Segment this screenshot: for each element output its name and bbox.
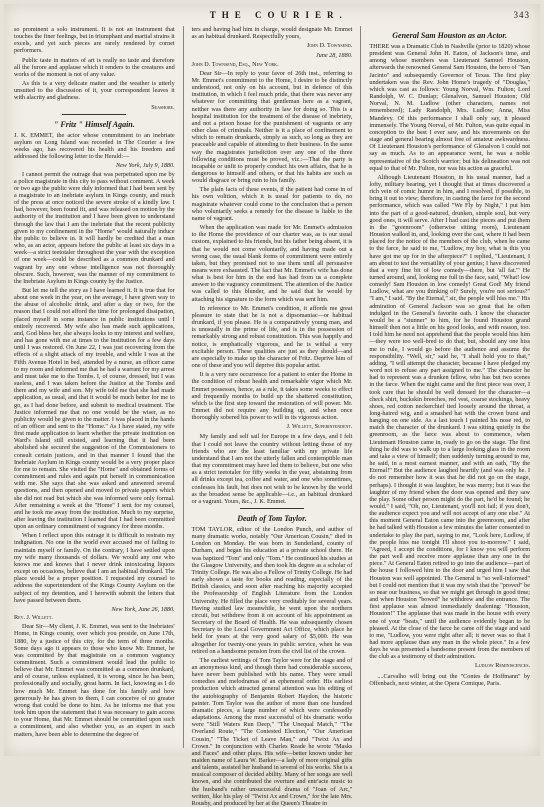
news-note: ....Carvalho will bring out the "Contes de Hoffmann" by Offenbach, next winter, at the Opera Comique, Paris. xyxy=(369,672,531,687)
article-paragraph: I cannot permit the outrage that was perpetrated upon me by a police magistrate in this city to pass without comment. A week or two ago the public were duly informed that I had been sent by a magistrate to an inebriate asylum in Kings county, and much of the press at once noticed the severe stroke of a kindly law. I had, however, been found fit, and was released on motion by the authority of the institution and I have been given to understand through the law that I am the inebriate that the recent publicity given to my confinement in the "Home" would naturally induce the public to believe in. It will hardly be credited that a man who, as an actor, appears before the public at least six days in a week—a strict teetotaler throughout the year with the exception of one week—could be described as a common drunkard and vagrant by any one whose intelligence was not thoroughly obscure. Such, however, was the manner of my commitment to the Inebriate Asylum in Kings county by the Justice. xyxy=(14,170,175,285)
reply-paragraph: Dear Sir—In reply to your favor of 26th inst., referring to Mr. Emmet's commitment to the Home, I desire to be distinctly understood, not only on his account, but in defence of this institution, in which I feel much pride, that there was never any whatever for committing that gentleman here as a vagrant, neither was there any authority in law for doing so. This is a hospital institution for the treatment of the disease of inebriety, and not a prison house for the punishment of vagrants or any other class of criminals. Neither is it a place of confinement to which to remain drunkards, simply as such, so long as they are peaceable and capable of attending to their business. In the same way the magistrates jurisdiction over any one of the three following conditions must be proved, viz.:—That the party is incapable or unfit to properly conduct his own affairs, that he is dangerous to himself and others, or that his habits are such as would disgrace or bring ruin to his family. xyxy=(191,69,353,185)
columns xyxy=(14,26,531,807)
article-paragraph: The earliest writings of Tom Taylor were for the stage and of an anonymous kind, and though there had considerable success, have never been published with his name. They were small comedies and melodramas of an ephemeral order. His earliest production which attracted general attention was his editing of the autobiography of Benjamin Robert Haydon, the historic painter. Tom Taylor was the author of more than one hundred dramatic pieces, a large number of which were confessedly adaptations. Among the most successful of his dramatic works were "Still Waters Run Deep," "The Unequal Match," "The Overland Route," "The Contested Election," "Our American Cousin," "The Ticket of Leave Man," and "Twixt Ax and Crown." In conjunction with Charles Reade he wrote "Masks and Faces" and other plays. His wife—better known under her maiden name of Laura W. Barker—a lady of more original gifts and talents, assisted her husband in several of his works. She is a musical composer of decided ability. Many of her songs are well known, and she contributed the overture and entr'acte music to the husband's rather unsuccessful drama of "Joan of Arc," written, like his play of "Twixt Ax and Crown," for the late Mrs. Rousby, and produced by her at the Queen's Theatre in xyxy=(191,656,353,807)
article-paragraph: Although Lieutenant Houston, in his usual manner, had a lofty, military bearing, yet I thought that at times discovered a rich vein of comic humor in him, and I resolved, if possible, to bring it out to view; therefore, in casting the farce for the second performance, which was called "We Fly by Night," I put him into the part of a good-natured, drunken, simple soul, but very good ones, it will serve. After I had cast the pieces and put them in the "greenroom" (otherwise sitting room), Lieutenant Houston walked in, and, looking over the cast, where it had been placed for the notice of the members of the club, when he came to the farce, he said to me, "Ludlow, my boy, what is this you have got me up for in the afterpiece?" I replied, "Lieutenant, I am about to test the versatility of your genius; I have discovered that a very fine bit of low comedy—there, but 'all fat.'" He turned around, and, looking me full in the face, said, "What! low comedy! Sam Houston in low comedy! Great God! My friend Ludlow, what are you thinking of? Surely, you're not serious?" "I am," I said. "By the Eternal," sir, the people will hiss me." His admiration of General Jackson was so great that he often indulged in the General's favorite oath. I know the character would be a "stunner" to him, for he found Houston grand himself then not a little on his good looks, and with reason, too. I told him he need not apprehend that the people would hiss him—they were too well-bred to do that; but, should any one hiss me to rule, I would go before the audience and assume the responsibility. "Well, sir," said he, "I shall hold you to that," adding, "I will attempt the character, because I have pledged my word not to refuse any part assigned to me." The character he had to represent was a drunken fellow, who has but two scenes in the farce. When the night came and the first piece was over, I took care that he should be well dressed for the character—a check shirt, buckskin breeches, red vest, coarse stockings, heavy shoes, red cotton neckerchief tied loosely around the throat, a long-haired wig, and a smashed hat with the crown burst and hanging on one side. As a last touch I painted his nose red, to match the character of the drunkard. I was sitting quietly in the greenroom, as the farce was about to commence, when Lieutenant Houston came in, ready to go on the stage. The first thing he did was to walk up to a large looking glass in the room and take a view of himself; then suddenly turning around to me, he said, in a most earnest manner, and with an oath, "By the Eternal!" But the audience laughed heartily (and was only he. I do not remember how it was that he did not go on the stage, perhaps). I thought it was laughter, he was merry; but it was the laughter of my friend when the door was opened and they saw the play. Some other person might do the part, he'd be found; he would." I said, "Oh, no, Lieutenant, you'll not fail; if you don't, the audience expect you and will not accept of any one else." At this moment General Eaton came into the greenroom, and after he had talked with Houston a few minutes the latter consented to undertake to play the part, saying to me, "Look here, Ludlow, if the people hiss me tonight I'll shoot you to-morrow." I said, "Agreed, I accept the conditions, for I know you will perform the part well and receive more applause than any one in the piece." At General Eaton retired to go into the audience—part of the house I followed him to the door and urged him I saw that Houston was well appointed. The General is "so well-informed" but I could not mention that it was my wish that the "proved" be so near our business, so that we might get through in good time; and when Houston "bowed" he withdrew and the entrance. The first applause was almost immediately deafening: "Houston, Houston!" The applause that was made in the house with every one of your "beats," until the audience evidently began to be pleased. At the close of the farce he came off the stage and said to me, "Ludlow, you were right after all; it never was so that I had more applause than any man in the whole piece." In a few days he was presented a handsome present from the members of the club as a testimony of their admiration. xyxy=(369,173,531,661)
reply-paragraph: It is a very rare occurrence for a patient to enter the Home in the condition of robust health and remarkable vigor which Mr. Emmet possesses, hence, as a rule, it takes some weeks to effect and frequently months to build up the shattered constitution, which is the first step toward the restoration of will power. Mr. Emmet did not require any building up, and when once thoroughly sobered his power to will in its vigorous action. xyxy=(191,371,353,422)
article-paragraph: TOM TAYLOR, editor of the London Punch, and author of many dramatic works, notably "Our American Cousin," died in London on Monday. He was born in Sunderland, county of Durham, and began his education at a private school there. He was baptized "Tom" and only "Tom." He continued his studies at the Glasgow University, and then took his degree as a scholar of Trinity College. He was also a Fellow of Trinity College. He had early shown a taste for books and reading, especially of the British classics, and soon after reaching his majority accepted the Professorship of English Literature from the London University. He filled the place very creditably for several years. Having studied law meanwhile, he went upon the northern circuit, but withdrew from it on account of his appointment as Secretary of the Board of Health. He was subsequently chosen Secretary to the Local Government Act Office, which place he held for years at the very good salary of $5,000. He was altogether for twenty-one years in public service, when he was retired on a handsome pension from the civil list of the crown. xyxy=(191,526,353,655)
dateline: New York, June 26, 1880. xyxy=(111,605,175,613)
newspaper-title: THE COURIER. xyxy=(209,10,348,20)
column-3 xyxy=(360,26,530,748)
column-2 xyxy=(183,26,353,807)
letter-body: Dear Sir—My client, J. K. Emmet, was sent to the Inebriates' Home, in Kings county, over which you preside, on June 17th, 1880, by a justice of this city, for the term of three months. Some days ago it appears to those who know Mr. Emmet, he was committed by that magistrate on a common vagrancy commitment. Such a commitment would lead the public to believe that Mr. Emmet was committed as a common drunkard, and of course, unless explained, it is wrong, since he has been, professionally and socially, great harm. In fact, knowing as I do how much Mr. Emmet has done for his family and how generously he has given to them, I can conceive of no greater wrong that could be done to him. As he informs me that you took him upon the statement that it was necessary to gain access to your Home, that Mr. Emmet should be committed upon such a commitment, and also whether you, as an expert in such matters, have been able to determine the degree of xyxy=(14,623,175,738)
column-1 xyxy=(14,26,175,748)
section-rule xyxy=(240,508,304,509)
letter-continuation: ters and having had him in charge, would designate Mr. Emmet as an habitual drunkard. Respectfully yours, xyxy=(191,26,353,41)
dateline: New York, July 9, 1880. xyxy=(115,162,175,170)
dateline: June 28, 1880. xyxy=(315,52,353,60)
masthead xyxy=(14,8,530,22)
reply-paragraph: When the application was made for Mr. Emmet's admission to the Home the providence of our charter was, as is our usual custom, explained to his friends, but his father being absent, it is that he would not come voluntarily, and having made out a wrong case, the usual blank forms of commitment were entirely taken, but they promised not to use them until all persuasive means were exhausted. The fact that Mr. Emmet's wife has done what is best for him in the end has had from us a complete answer to the vagrancy commitment. The attention of the Justice was called to this blunder, and he said that he would by attaching his signature to the form which was sent him. xyxy=(191,224,353,303)
newspaper-page xyxy=(4,4,540,807)
source-credit: Ludlow Reminiscences. xyxy=(475,662,531,670)
section-rule xyxy=(62,114,126,115)
closing-paragraph: My family and self sail for Europe in a few days, and I felt that I could not leave the country without letting those of my friends who are the least familiar with my private life understand that I am not the utterly fallen and contemptible man that my commitment may have led them to believe, but one who as a strict teetotaler for fifty weeks in the year, abstaining from all drinks except tea, coffee and water, and one who sometimes, confesses his fault, but does not wish to be known by the world as the broadest sense be applicable—i.e., an habitual drunkard or a vagrant. Yours, &c., J. K. Emmet. xyxy=(191,433,353,505)
intro-paragraph: As this is a very delicate matter and the weather is utterly unsuited to the discussion of it, your correspondent leaves it with alacrity and gladness. xyxy=(14,80,175,102)
reply-paragraph: In reference to Mr. Emmet's condition, it affords me great pleasure to state that he is not a dipsomaniac—or habitual drunkard, if you please. He is a comparatively young man, and is unusually in the prime of life, and is in the possession of remarkably strong and robust constitution. This was happily and notice, is emphatically vigorous, and he is withal a very excitable person. These qualities are just as they should—and are especially to make up the character of Fritz. Deprive him of one of these and you will deprive this popular artist. xyxy=(191,304,353,370)
headline-tom-taylor: Death of Tom Taylor. xyxy=(237,514,307,523)
signature-townsend: John D. Townsend. xyxy=(306,42,353,50)
page-number: 343 xyxy=(513,10,530,20)
intro-paragraph: Public taste in matters of art is really no taste and therefore all the furore and applause which it renders to the creatures and works of the moment is not of any value. xyxy=(14,56,175,78)
article-lead: J. K. EMMET, the actor whose commitment to an inebriate asylum on Long Island was recorded in The Courier a few weeks ago, has recovered his health and his freedom and addressed the following letter to the Herald:— xyxy=(14,131,175,161)
signature-willett: J. Willett, Superintendent. xyxy=(286,423,353,431)
letter-addressee: Rev. J. Willett. xyxy=(14,614,53,622)
headline-sam-houston: General Sam Houston as an Actor. xyxy=(392,31,508,40)
signature-seashore: Seashore. xyxy=(151,103,175,111)
article-paragraph: THERE was a Dramatic Club in Nashville (prior to 1820) whose president was General John H. Eaton, of Jackson's time, and among whose members was Lieutenant Samuel Houston, afterwards the renowned General Sam Houston, the hero of "San Jacinto" and subsequently Governor of Texas. The first play undertaken was the Rev. John Home's tragedy of "Douglas," which was cast as follows: Young Norval, Wm. Fulton; Lord Randolph, W. C. Dunlap; Glenalvon, Samuel Houston; Old Norval, N. M. Ludlow (other characters, names not remembered); Lady Randolph, Mrs. Ludlow; Anna, Miss Mandevy. Of this performance I shall only say, it pleased immensely. The Young Norval, of Mr. Fulton, was quite equal in conception to the best I ever saw, and his movements on the stage and general bearing almost free of amateur awkwardness. Of Lieutenant Houston's performance of Glenalvon I could not say as much. As to an appearance went, he was a noble representative of the Scotch warrior; but his delineation was not equal to that of Mr. Fulton, nor was his action as graceful. xyxy=(369,43,531,172)
intro-paragraph: so prominent a solo instrument. It is not an instrument that touches the finer feelings, but in triumphant and martial strains it excels, and yet such pieces are rarely rendered by cornet performers. xyxy=(14,26,175,55)
headline-fritz: " Fritz " Himself Again. xyxy=(53,119,135,129)
reply-paragraph: The plain facts of these events, if the patient had come in of his own volition, which it is usual for patients to do, no magistrate whatever could come to the conclusion that a person who voluntarily seeks a remedy for the disease is liable to the name of vagrant. xyxy=(191,186,353,222)
article-paragraph: But let me tell the story as I have learned it. It is true that for about one week in the year, on the average, I have given way to the abuse of alcoholic drink, and after a day or two, for the reason that I could not afford the time for prolonged dissipation, placed myself in some instance in public institutions until I entirely recovered. My wife also has made such applications, and, God bless her, she always looks to my interest and welfare, and has gone with me at times to the institution for a few days until I was restored. On June 22, I was just recovering from the effects of a slight attack of my trouble, and while I was at the Fifth Avenue Hotel in bed, attended by a nurse, an officer came to my room and informed me that he had a warrant for my arrest and must take me to the Tombs. I, of course, dressed, but I was sueless, and I was taken before the Justice at the Tombs and there and my wife and son. My wife told me that she had made application, as usual, and that it would be much better for me to go, as I had done before, and submit to medical treatment. The Justice informed me that no one would be the wiser, as no publicity would be given to the matter. I was placed in the hands of an officer and sent to the "Home." As I have stated, my wife first made application to learn whether the private institution on Ward's Island still existed, and learning that it had been abolished she secured the suggestion of the Commissioners to consult certain justices, and in that manner I found that the Inebriate Asylum in Kings county would be a very proper place for me to remain. She visited the "Home" and obtained forms of commitment and rules and again put herself in communication with me. She says that she was asked and answered several questions, and then opened and moved to private papers which she did not read but which she was informed were only formal. After remaining a week at the "Home" I sent for my counsel, and he took me away from the institution. Much to my surprise, after leaving the institution I learned that I had been committed upon an ordinary commitment of vagrancy for three months. xyxy=(14,287,175,531)
article-paragraph: When I reflect upon this outrage it is difficult to restrain my indignation. No one in the world ever accused me of failing to maintain myself or family. On the contrary, I have settled upon my wife many thousands of dollars. We would any one who knows me and knows that I never drink intoxicating liquors except on occasions, believe that I am an habitual drunkard. The place would be a proper position. I requested my counsel to address the superintendent of the Kings County Asylum on the subject of my detention, and I herewith submit the letters that have passed between them. xyxy=(14,532,175,604)
letter-addressee: John D. Townsend, Esq., New York. xyxy=(191,60,279,68)
